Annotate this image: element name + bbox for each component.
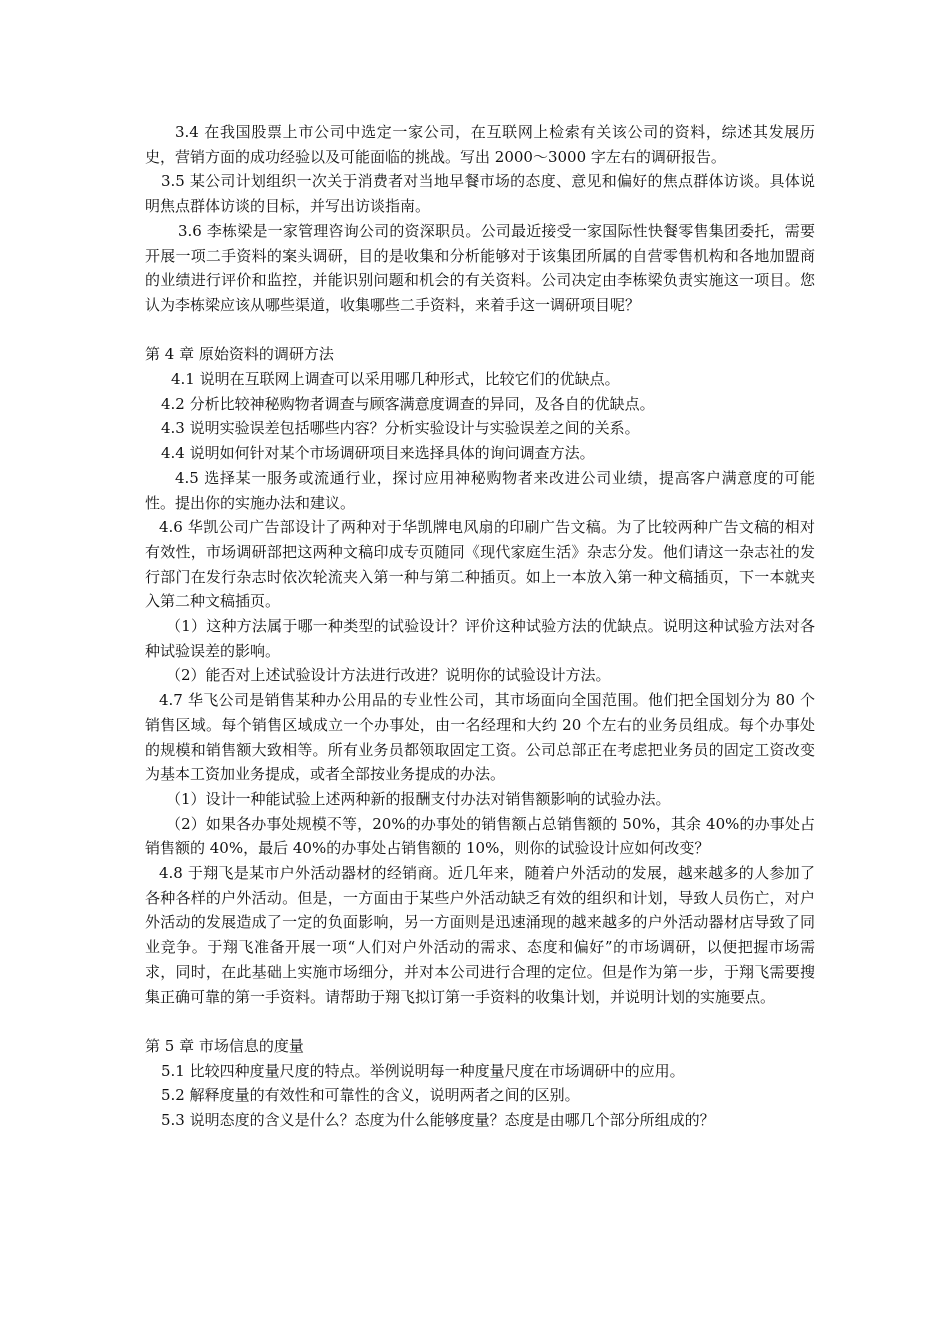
- question-4-7-part-1: （1）设计一种能试验上述两种新的报酬支付办法对销售额影响的试验办法。: [166, 789, 671, 808]
- question-4-5: 4.5 选择某一服务或流通行业，探讨应用神秘购物者来改进公司业绩，提高客户满意度的可能性。提出你的实施办法和建议。: [145, 468, 815, 512]
- question-5-3: 5.3 说明态度的含义是什么？态度为什么能够度量？态度是由哪几个部分所组成的？: [161, 1111, 715, 1130]
- question-4-4: 4.4 说明如何针对某个市场调研项目来选择具体的询问调查方法。: [161, 444, 595, 463]
- question-5-1: 5.1 比较四种度量尺度的特点。举例说明每一种度量尺度在市场调研中的应用。: [161, 1061, 685, 1080]
- question-4-8: 4.8 于翔飞是某市户外活动器材的经销商。近几年来，随着户外活动的发展，越来越多的人参加了各种各样的户外活动。但是，一方面由于某些户外活动缺乏有效的组织和计划，导致人员伤亡，对户外活动的发展造成了一定的负面影响，另一方面则是迅速涌现的越来越多的户外活动器材店导致了同业竞争。于翔飞准备开展一项“人们对户外活动的需求、态度和偏好”的市场调研，以便把握市场需求，同时，在此基础上实施市场细分，并对本公司进行合理的定位。但是作为第一步，于翔飞需要搜集正确可靠的第一手资料。请帮助于翔飞拟订第一手资料的收集计划，并说明计划的实施要点。: [145, 864, 815, 1006]
- chapter-5-heading: 第 5 章 市场信息的度量: [145, 1036, 304, 1055]
- paragraph-gap: [145, 1009, 815, 1034]
- question-4-1: 4.1 说明在互联网上调查可以采用哪几种形式，比较它们的优缺点。: [171, 370, 620, 389]
- question-3-6: 3.6 李栋梁是一家管理咨询公司的资深职员。公司最近接受一家国际性快餐零售集团委托，需要开展一项二手资料的案头调研，目的是收集和分析能够对于该集团所属的自营零售机构和各地加盟商的业绩进行评价和监控，并能识别问题和机会的有关资料。公司决定由李栋梁负责实施这一项目。您认为李栋梁应该从哪些渠道，收集哪些二手资料，来着手这一调研项目呢？: [145, 221, 815, 314]
- document-page: [145, 120, 815, 1133]
- question-5-2: 5.2 解释度量的有效性和可靠性的含义，说明两者之间的区别。: [161, 1086, 580, 1105]
- question-4-6-part-2: （2）能否对上述试验设计方法进行改进？说明你的试验设计方法。: [166, 666, 611, 685]
- question-4-7: 4.7 华飞公司是销售某种办公用品的专业性公司，其市场面向全国范围。他们把全国划分为 80 个销售区域。每个销售区域成立一个办事处，由一名经理和大约 20 个左右的业务员组成。每个办事处的规模和销售额大致相等。所有业务员都领取固定工资。公司总部正在考虑把业务员的固定工资改变为基本工资加业务提成，或者全部按业务提成的办法。: [145, 691, 815, 784]
- question-4-3: 4.3 说明实验误差包括哪些内容？分析实验设计与实验误差之间的关系。: [161, 419, 640, 438]
- question-3-4: 3.4 在我国股票上市公司中选定一家公司，在互联网上检索有关该公司的资料，综述其发展历史，营销方面的成功经验以及可能面临的挑战。写出 2000～3000 字左右的调研报告。: [145, 123, 815, 166]
- question-4-6: 4.6 华凯公司广告部设计了两种对于华凯牌电风扇的印刷广告文稿。为了比较两种广告文稿的相对有效性，市场调研部把这两种文稿印成专页随同《现代家庭生活》杂志分发。他们请这一杂志社的发行部门在发行杂志时依次轮流夹入第一种与第二种插页。如上一本放入第一种文稿插页，下一本就夹入第二种文稿插页。: [145, 518, 815, 611]
- question-4-6-part-1: （1）这种方法属于哪一种类型的试验设计？评价这种试验方法的优缺点。说明这种试验方法对各种试验误差的影响。: [145, 617, 815, 660]
- question-4-7-part-2: （2）如果各办事处规模不等，20%的办事处的销售额占总销售额的 50%，其余 40%的办事处占销售额的 40%，最后 40%的办事处占销售额的 10%，则你的试验设计应如何改变？: [145, 814, 815, 858]
- paragraph-gap: [145, 318, 815, 343]
- question-4-2: 4.2 分析比较神秘购物者调查与顾客满意度调查的异同，及各自的优缺点。: [161, 394, 655, 413]
- chapter-4-heading: 第 4 章 原始资料的调研方法: [145, 345, 334, 364]
- question-3-5: 3.5 某公司计划组织一次关于消费者对当地早餐市场的态度、意见和偏好的焦点群体访谈。具体说明焦点群体访谈的目标，并写出访谈指南。: [145, 172, 815, 216]
